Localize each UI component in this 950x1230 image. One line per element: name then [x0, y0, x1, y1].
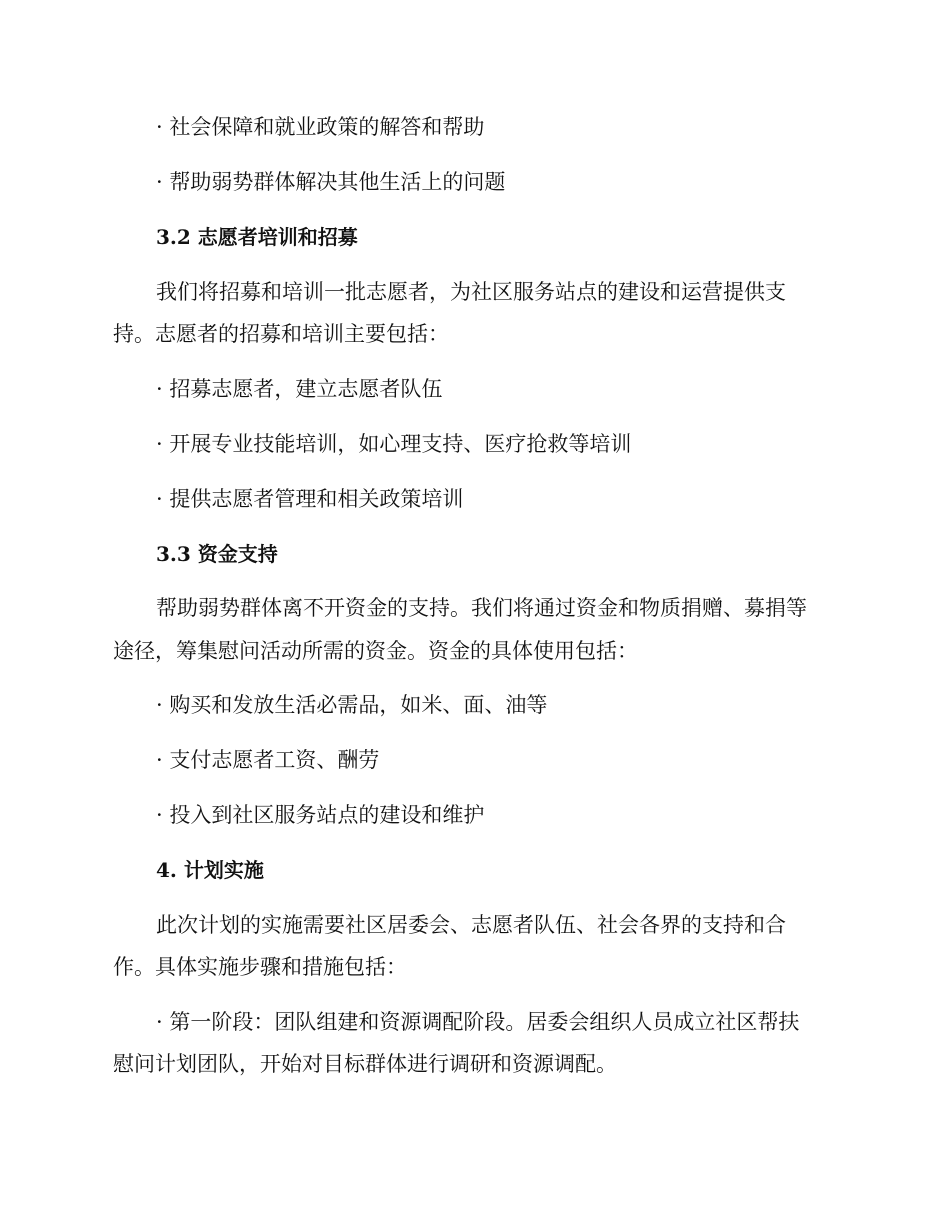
phase-one-line-1: · 第一阶段：团队组建和资源调配阶段。居委会组织人员成立社区帮扶 — [156, 1010, 800, 1034]
section-heading-3-3: 3.3 资金支持 — [156, 542, 278, 566]
paragraph-volunteers-line-1: 我们将招募和培训一批志愿者，为社区服务站点的建设和运营提供支 — [156, 280, 786, 304]
paragraph-funding-line-2: 途径，筹集慰问活动所需的资金。资金的具体使用包括： — [113, 639, 638, 663]
bullet-management-training: · 提供志愿者管理和相关政策培训 — [156, 487, 464, 511]
section-heading-4: 4. 计划实施 — [156, 858, 264, 882]
paragraph-implementation-line-1: 此次计划的实施需要社区居委会、志愿者队伍、社会各界的支持和合 — [156, 913, 786, 937]
paragraph-funding-line-1: 帮助弱势群体离不开资金的支持。我们将通过资金和物质捐赠、募捐等 — [156, 596, 807, 620]
paragraph-volunteers-line-2: 持。志愿者的招募和培训主要包括： — [113, 322, 449, 346]
paragraph-implementation-line-2: 作。具体实施步骤和措施包括： — [113, 955, 407, 979]
bullet-buy-necessities: · 购买和发放生活必需品，如米、面、油等 — [156, 693, 548, 717]
bullet-skill-training: · 开展专业技能培训，如心理支持、医疗抢救等培训 — [156, 432, 632, 456]
bullet-invest-station: · 投入到社区服务站点的建设和维护 — [156, 803, 485, 827]
bullet-other-problems: · 帮助弱势群体解决其他生活上的问题 — [156, 170, 506, 194]
bullet-pay-volunteers: · 支付志愿者工资、酬劳 — [156, 748, 380, 772]
bullet-recruit-volunteers: · 招募志愿者，建立志愿者队伍 — [156, 377, 443, 401]
section-heading-3-2: 3.2 志愿者培训和招募 — [156, 225, 358, 249]
phase-one-line-2: 慰问计划团队，开始对目标群体进行调研和资源调配。 — [113, 1052, 617, 1076]
bullet-social-security: · 社会保障和就业政策的解答和帮助 — [156, 115, 485, 139]
